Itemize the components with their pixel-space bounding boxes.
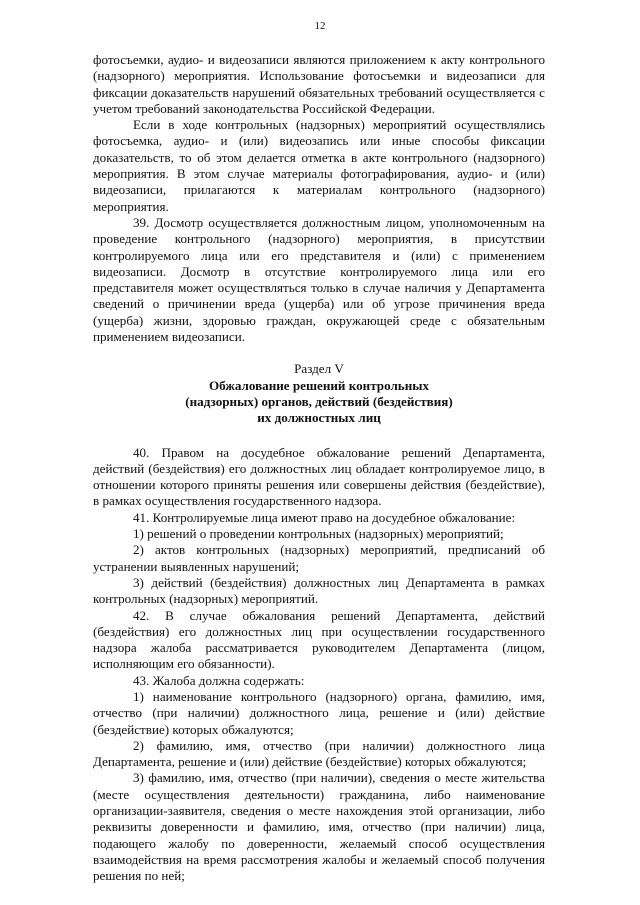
- section-title-line: (надзорных) органов, действий (бездействия): [185, 393, 453, 409]
- page-number: 12: [314, 20, 326, 32]
- paragraph: Если в ходе контрольных (надзорных) мероприятий осуществлялись фотосъемка, аудио- и (или) видеозапись или иные способы фиксации доказательств, то об этом делается отметка в акте контрольного (надзорного) мероприятия. В этом случае материалы фотографирования, аудио- и (или) видеозаписи, прилагаются к материалам контрольного (надзорного) мероприятия.: [93, 117, 545, 214]
- paragraph-item-39: 39. Досмотр осуществляется должностным лицом, уполномоченным на проведение контрольного (надзорного) мероприятия, в присутствии контролируемого лица или его представителя и (или) с применением видеозаписи. Досмотр в отсутствие контролируемого лица или его представителя может осуществляться только в случае наличия у Департамента сведений о причинении вреда (ущерба) или об угрозе причинения вреда (ущерба) жизни, здоровью граждан, окружающей среде с обязательным применением видеозаписи.: [93, 214, 545, 345]
- list-item: 2) фамилию, имя, отчество (при наличии) должностного лица Департамента, решение и (или) действие (бездействие) которых обжалуются;: [93, 737, 545, 770]
- list-item: 1) наименование контрольного (надзорного) органа, фамилию, имя, отчество (при наличии) должностного лица, решение и (или) действие (бездействие) которых обжалуются;: [93, 688, 545, 737]
- paragraph-item-42: 42. В случае обжалования решений Департамента, действий (бездействия) его должностных лиц при осуществлении государственного надзора жалоба рассматривается руководителем Департамента (лицом, исполняющим его обязанности).: [93, 607, 545, 672]
- paragraph-item-40: 40. Правом на досудебное обжалование решений Департамента, действий (бездействия) его должностных лиц обладает контролируемое лицо, в отношении которого приняты решения или совершены действия (бездействие), в рамках осуществления государственного надзора.: [93, 444, 545, 509]
- paragraph-item-41: 41. Контролируемые лица имеют право на досудебное обжалование:: [133, 509, 516, 525]
- paragraph: фотосъемки, аудио- и видеозаписи являются приложением к акту контрольного (надзорного) мероприятия. Использование фотосъемки и видеозаписи для фиксации доказательств нарушений обязательных требований осуществляется с учетом требований законодательства Российской Федерации.: [93, 52, 545, 116]
- list-item: 3) фамилию, имя, отчество (при наличии), сведения о месте жительства (месте осуществления деятельности) гражданина, либо наименование организации-заявителя, сведения о месте нахождения этой организации, либо реквизиты доверенности и фамилию, имя, отчество (при наличии) лица, подающего жалобу по доверенности, желаемый способ осуществления взаимодействия на время рассмотрения жалобы и желаемый способ получения решения по ней;: [93, 770, 545, 884]
- list-item: 2) актов контрольных (надзорных) мероприятий, предписаний об устранении выявленных нарушений;: [93, 542, 545, 574]
- section-title-line: Обжалование решений контрольных: [208, 377, 430, 393]
- section-title: [93, 378, 545, 427]
- section-label: Раздел V: [294, 361, 344, 377]
- section-title-line: их должностных лиц: [257, 410, 381, 426]
- list-item: 1) решений о проведении контрольных (надзорных) мероприятий;: [133, 526, 504, 542]
- list-item: 3) действий (бездействия) должностных лиц Департамента в рамках контрольных (надзорных) мероприятий.: [93, 574, 545, 607]
- document-body: [93, 52, 545, 885]
- paragraph-item-43: 43. Жалоба должна содержать:: [133, 672, 305, 688]
